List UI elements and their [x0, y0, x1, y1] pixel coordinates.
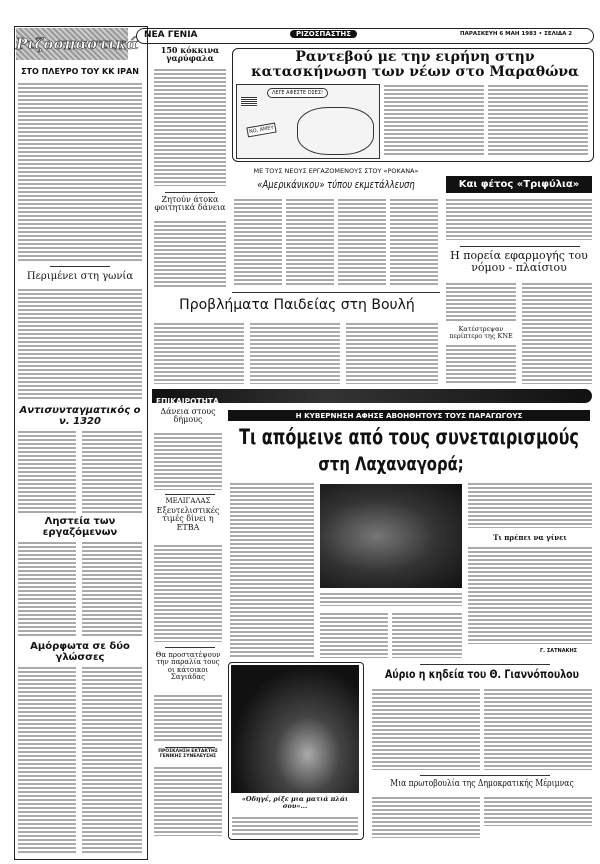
article-body — [154, 544, 222, 642]
article-body — [154, 322, 244, 384]
headline-student-loans: Ζητούν άτοκα φοιτητικά δάνεια — [154, 195, 226, 213]
banner-producers: Η ΚΥΒΕΡΝΗΣΗ ΑΦΗΣΕ ΑΒΟΗΘΗΤΟΥΣ ΤΟΥΣ ΠΑΡΑΓΩΓΟΥΣ — [228, 410, 590, 421]
article-body — [286, 198, 334, 286]
article-body — [230, 482, 314, 658]
article-body — [18, 666, 76, 853]
headline-education: Προβλήματα Παιδείας στη Βουλή — [179, 297, 415, 313]
headline-rokana: «Αμερικάνικου» τύπου εκμετάλλευση — [257, 179, 415, 191]
article-body — [484, 796, 592, 826]
headline-unconstitutional: Αντισυνταγματικός ο ν. 1320 — [19, 405, 141, 427]
cartoon-bubble: ΛΕΓΕ ΑΦΕΣΤΕ ΟΣΕΣ! — [267, 88, 328, 98]
photo-caption-driver: «Οδηγέ, ρίξε μια ματιά πλάι σου»... — [241, 795, 349, 810]
photo-caption — [320, 592, 462, 606]
market-photo — [320, 484, 462, 588]
headline-municipal-loans: Δάνεια στους δήμους — [160, 407, 216, 425]
headline-sagiada: Θα προστατέψουν την παραλία τους οι κάτοικοι Σαγιάδας — [155, 651, 221, 682]
article-body — [446, 344, 516, 384]
article-body — [154, 432, 222, 490]
kicker-rokana: ΜΕ ΤΟΥΣ ΝΕΟΥΣ ΕΡΓΑΖΟΜΕΝΟΥΣ ΣΤΟΥ «ΡΟΚΑΝΑ» — [253, 167, 419, 175]
headline-funeral: Αύριο η κηδεία του Θ. Γιαννόπουλου — [384, 667, 580, 681]
article-body — [488, 84, 588, 156]
article-body — [468, 482, 592, 528]
article-body — [82, 430, 142, 514]
headline-law: Η πορεία εφαρμογής του νόμου - πλαίσιου — [450, 249, 588, 274]
article-body — [250, 322, 340, 384]
article-body — [18, 541, 76, 638]
article-body — [372, 688, 480, 770]
byline: Γ. ΣΑΤΝΑΚΗΣ — [540, 648, 578, 654]
section-bar-current — [152, 389, 592, 406]
article-body — [320, 612, 388, 658]
article-body — [338, 198, 386, 286]
article-body — [234, 198, 282, 286]
headline-carnations: 150 κόκκινα γαρύφαλα — [160, 45, 220, 64]
headline-merimna: Μια πρωτοβουλία της Δημοκρατικής Μέριμνας — [390, 779, 574, 789]
article-body — [82, 541, 142, 638]
section-label: ΕΠΙΚΑΙΡΟΤΗΤΑ — [156, 397, 219, 406]
headline-cooperatives: Τι απόμεινε από τους συνεταιρισμούς — [239, 425, 579, 449]
photo-caption-body — [232, 816, 358, 836]
article-body — [392, 612, 462, 658]
cartoon-sign: NO, AMEY — [246, 123, 276, 138]
headline-meligalas: ΜΕΛΙΓΑΛΑΣ — [165, 497, 211, 505]
headline-robbery: Ληστεία των εργαζόμενων — [42, 516, 118, 538]
paper-name: ΡΙΖΟΣΠΑΣΤΗΣ — [290, 30, 357, 38]
headline-assembly: ΠΡΟΣΚΛΗΣΗ ΕΚΤΑΚΤΗΣ ΓΕΝΙΚΗΣ ΣΥΝΕΛΕΥΣΗΣ — [158, 749, 218, 759]
subhead-what-to-do: Τι πρέπει να γίνει — [493, 533, 567, 542]
article-body — [522, 282, 592, 384]
headline-kk-iran: ΣΤΟ ΠΛΕΥΡΟ ΤΟΥ ΚΚ ΙΡΑΝ — [21, 67, 139, 76]
article-body — [154, 694, 222, 742]
headline-kne: Κατέστρεψαν περίπτερο της ΚΝΕ — [449, 325, 513, 340]
article-body — [346, 322, 438, 384]
article-body — [384, 84, 484, 156]
flag-icon — [241, 97, 257, 107]
article-body — [18, 430, 76, 514]
article-body — [154, 68, 226, 186]
headline-trifylia: Και φέτος «Τριφύλια» — [446, 176, 592, 193]
article-body — [390, 198, 438, 286]
headline-etva: Εξευτελιστικές τιμές δίνει η ΕΤΒΑ — [156, 506, 220, 532]
cartoon — [236, 84, 380, 159]
section-name: ΝΕΑ ΓΕΝΙΑ — [144, 30, 198, 40]
date-page: ΠΑΡΑΣΚΕΥΗ 6 ΜΑΗ 1983 • ΣΕΛΙΔΑ 2 — [460, 31, 573, 37]
article-body — [154, 766, 222, 836]
article-body — [82, 666, 142, 853]
headline-waiting: Περιμένει στη γωνία — [26, 271, 134, 282]
article-body — [18, 288, 142, 400]
headline-marathon: Ραντεβού με την ειρήνη στην κατασκήνωση των νέων στο Μαραθώνα — [251, 49, 579, 80]
headline-illiterate: Αμόρφωτα σε δύο γλώσσες — [30, 641, 130, 663]
article-body — [18, 82, 142, 262]
car-photo — [231, 665, 359, 793]
column-logo: Ριζοσπαστικά — [16, 28, 128, 60]
article-body — [468, 546, 592, 644]
article-body — [372, 796, 480, 838]
article-body — [446, 198, 592, 240]
headline-market: στη Λαχαναγορά; — [318, 453, 464, 475]
article-body — [154, 220, 226, 288]
article-body — [484, 688, 592, 770]
article-body — [446, 282, 516, 322]
